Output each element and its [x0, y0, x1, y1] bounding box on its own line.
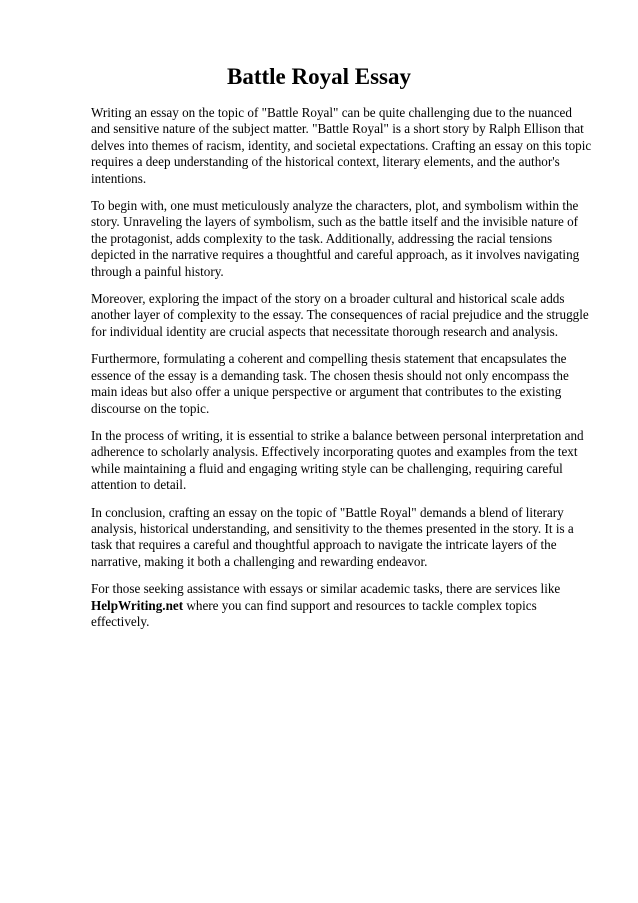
paragraph-writing-process: In the process of writing, it is essential to strike a balance between personal interpretation and adherence to scholarly analysis. Effectively incorporating quotes and examples from the text while maintaining a fluid and engaging writing style can be challenging, requiring careful attention to detail.	[91, 427, 584, 493]
paragraph-conclusion: In conclusion, crafting an essay on the topic of "Battle Royal" demands a blend of literary analysis, historical understanding, and sensitivity to the themes presented in the story. It is a task that requires a careful and thoughtful approach to navigate the intricate layers of the narrative, making it both a challenging and rewarding endeavor.	[91, 504, 574, 569]
paragraph-assistance	[91, 581, 592, 630]
paragraph-thesis: Furthermore, formulating a coherent and compelling thesis statement that encapsulates the essence of the essay is a demanding task. The chosen thesis should not only encompass the main ideas but also offer a unique perspective or argument that contributes to the existing discourse on the topic.	[91, 351, 569, 416]
document-title: Battle Royal Essay	[227, 64, 411, 89]
paragraph-impact: Moreover, exploring the impact of the story on a broader cultural and historical scale adds another layer of complexity to the essay. The consequences of racial prejudice and the struggle for individual identity are crucial aspects that necessitate thorough research and analysis.	[91, 291, 589, 339]
assistance-lead-text: For those seeking assistance with essays or similar academic tasks, there are services like	[91, 581, 561, 597]
assistance-tail-text: where you can find support and resources to tackle complex topics effectively.	[91, 597, 537, 629]
paragraph-analysis: To begin with, one must meticulously analyze the characters, plot, and symbolism within the story. Unraveling the layers of symbolism, such as the battle itself and the invisible nature of the protagonist, adds complexity to the task. Additionally, addressing the racial tensions depicted in the narrative requires a thoughtful and careful approach, as it involves navigating through a painful history.	[91, 198, 580, 279]
brand-name: HelpWriting.net	[91, 597, 184, 613]
paragraph-intro: Writing an essay on the topic of "Battle Royal" can be quite challenging due to the nuanced and sensitive nature of the subject matter. "Battle Royal" is a short story by Ralph Ellison that delves into themes of racism, identity, and societal expectations. Crafting an essay on this topic requires a deep understanding of the historical context, literary elements, and the author's intentions.	[91, 105, 592, 186]
